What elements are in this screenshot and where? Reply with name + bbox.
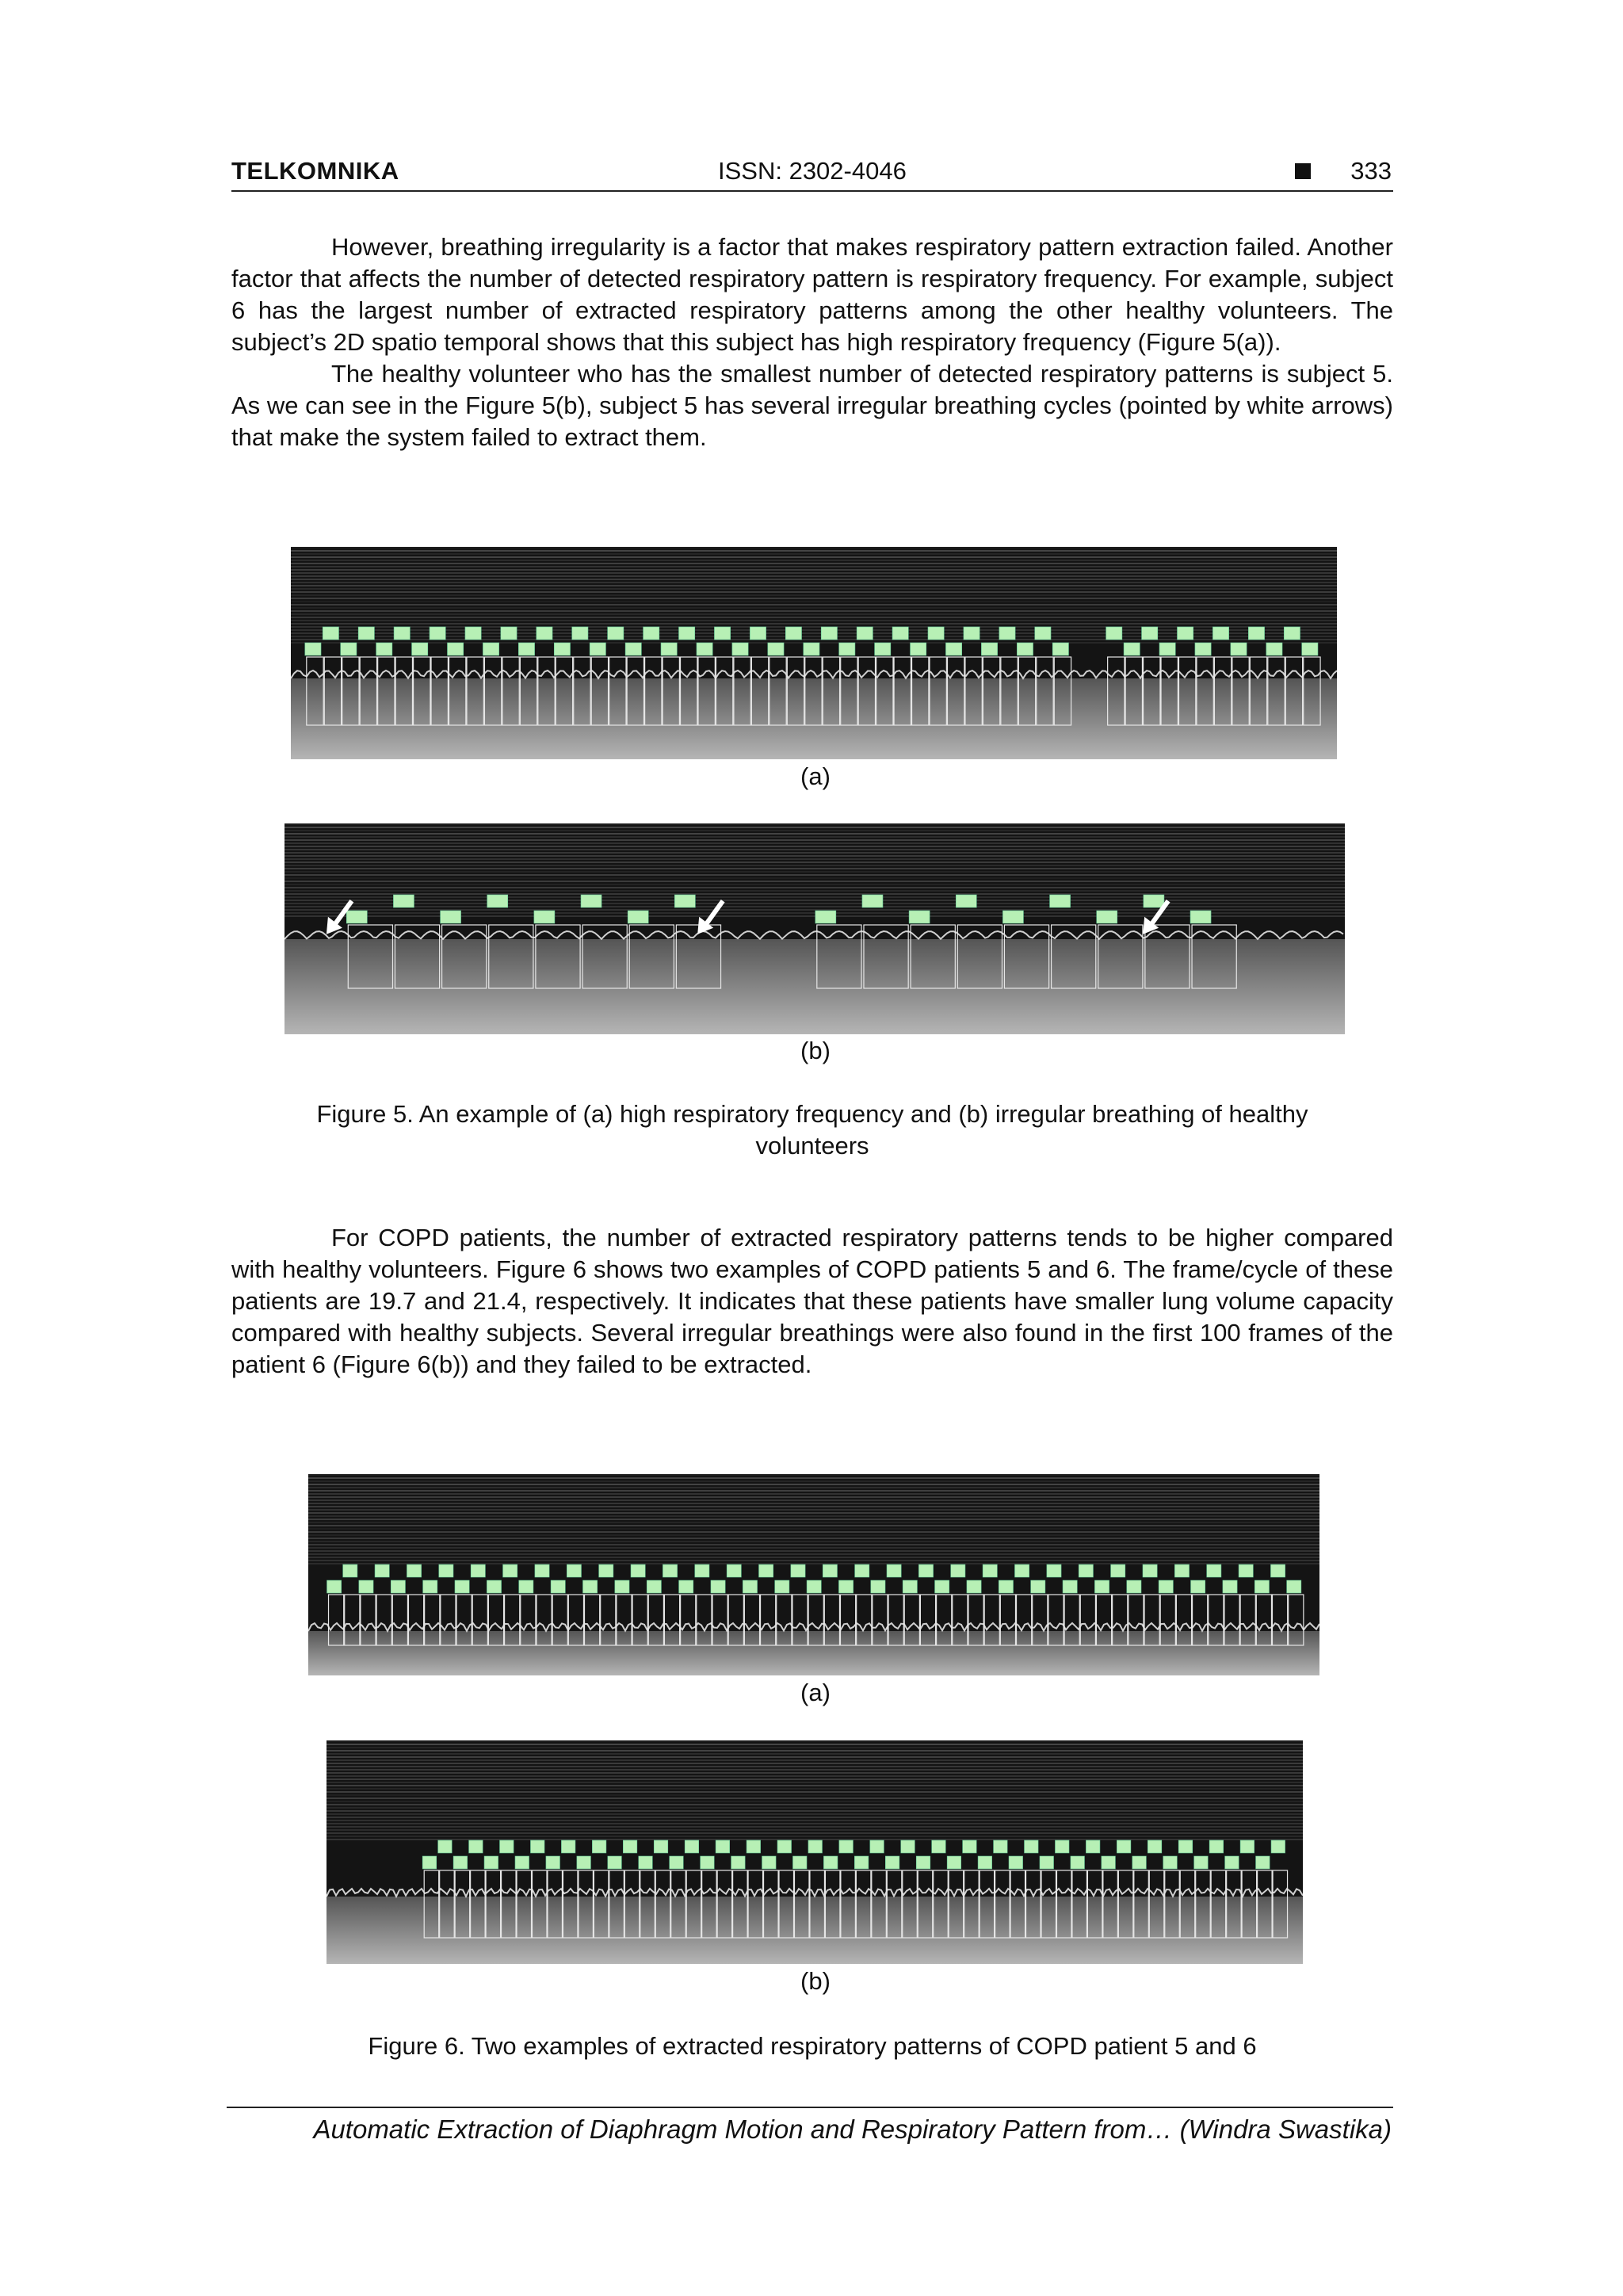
pattern-number-label bbox=[500, 1840, 514, 1853]
square-bullet-icon bbox=[1295, 163, 1311, 179]
pattern-number-label bbox=[483, 643, 498, 655]
pattern-number-label bbox=[1194, 1856, 1209, 1869]
pattern-number-label bbox=[643, 627, 659, 640]
pattern-number-label bbox=[775, 1580, 789, 1593]
pattern-number-label bbox=[394, 627, 410, 640]
pattern-number-label bbox=[854, 1856, 869, 1869]
pattern-number-label bbox=[551, 1580, 565, 1593]
pattern-number-label bbox=[999, 1580, 1013, 1593]
pattern-number-label bbox=[343, 1564, 357, 1577]
pattern-number-label bbox=[674, 895, 695, 907]
figure5-panel-a-label: (a) bbox=[800, 762, 831, 790]
pattern-number-label bbox=[978, 1856, 992, 1869]
pattern-number-label bbox=[791, 1564, 805, 1577]
pattern-number-label bbox=[1159, 643, 1175, 655]
pattern-number-label bbox=[546, 1856, 560, 1869]
pattern-number-label bbox=[625, 643, 641, 655]
pattern-number-label bbox=[1015, 1564, 1029, 1577]
pattern-number-label bbox=[663, 1564, 677, 1577]
figure5-caption-line: volunteers bbox=[755, 1132, 869, 1159]
pattern-number-label bbox=[1124, 643, 1140, 655]
pattern-number-label bbox=[469, 1840, 483, 1853]
pattern-number-label bbox=[679, 1580, 693, 1593]
pattern-number-label bbox=[670, 1856, 684, 1869]
pattern-number-label bbox=[430, 627, 445, 640]
pattern-number-label bbox=[951, 1564, 965, 1577]
pattern-number-label bbox=[412, 643, 428, 655]
pattern-number-label bbox=[1144, 895, 1164, 907]
spatio-temporal-image bbox=[327, 1740, 1303, 1964]
pattern-number-label bbox=[1256, 1856, 1270, 1869]
pattern-number-label bbox=[487, 1580, 501, 1593]
pattern-number-label bbox=[503, 1564, 517, 1577]
pattern-number-label bbox=[323, 627, 338, 640]
pattern-number-label bbox=[590, 643, 605, 655]
pattern-number-label bbox=[862, 895, 883, 907]
pattern-number-label bbox=[909, 911, 930, 923]
pattern-number-label bbox=[750, 627, 766, 640]
pattern-number-label bbox=[903, 1580, 917, 1593]
pattern-number-label bbox=[501, 627, 517, 640]
pattern-number-label bbox=[1143, 1564, 1157, 1577]
pattern-number-label bbox=[554, 643, 570, 655]
pattern-number-label bbox=[455, 1580, 469, 1593]
pattern-number-label bbox=[945, 643, 961, 655]
pattern-number-label bbox=[785, 627, 801, 640]
pattern-number-label bbox=[1111, 1564, 1125, 1577]
pattern-number-label bbox=[438, 1840, 453, 1853]
pattern-number-label bbox=[1270, 1564, 1285, 1577]
pattern-number-label bbox=[1142, 627, 1158, 640]
pattern-number-label bbox=[727, 1564, 741, 1577]
pattern-number-label bbox=[838, 1580, 853, 1593]
pattern-number-label bbox=[994, 1840, 1008, 1853]
text-block-top bbox=[231, 231, 1393, 453]
paragraph: The healthy volunteer who has the smallest number of detected respiratory patterns is subject 5. As we can see in the Figure 5(b), subject 5 has several irregular breathing cycles (pointed by white arrows) that make the system failed to extract them. bbox=[231, 360, 1393, 451]
pattern-number-label bbox=[1102, 1856, 1116, 1869]
pattern-number-label bbox=[441, 911, 461, 923]
spatio-temporal-image bbox=[291, 547, 1337, 759]
pattern-number-label bbox=[857, 627, 873, 640]
pattern-number-label bbox=[871, 1580, 885, 1593]
pattern-number-label bbox=[1035, 627, 1051, 640]
figure6-panel-b-image bbox=[327, 1740, 1303, 1964]
pattern-number-label bbox=[1031, 1580, 1045, 1593]
pattern-number-label bbox=[439, 1564, 453, 1577]
pattern-number-label bbox=[567, 1564, 581, 1577]
pattern-number-label bbox=[615, 1580, 629, 1593]
pattern-number-label bbox=[530, 1840, 544, 1853]
paragraph: However, breathing irregularity is a factor that makes respiratory pattern extraction failed. Another factor that affects the number of detected respiratory pattern is respiratory frequency. For example, subject 6 has the largest number of extracted respiratory patterns among the other healthy volunteers. The subject’s 2D spatio temporal shows that this subject has high respiratory frequency (Figure 5(a)). bbox=[231, 233, 1393, 356]
pattern-number-label bbox=[947, 1856, 961, 1869]
pattern-number-label bbox=[376, 643, 392, 655]
text-block-middle bbox=[231, 1222, 1393, 1381]
pattern-number-label bbox=[716, 1840, 730, 1853]
pattern-number-label bbox=[956, 895, 976, 907]
pattern-number-label bbox=[661, 643, 677, 655]
pattern-number-label bbox=[932, 1840, 946, 1853]
pattern-number-label bbox=[821, 627, 837, 640]
pattern-number-label bbox=[815, 911, 836, 923]
pattern-number-label bbox=[1055, 1840, 1069, 1853]
pattern-number-label bbox=[515, 1856, 529, 1869]
pattern-number-label bbox=[1284, 627, 1300, 640]
pattern-number-label bbox=[631, 1564, 645, 1577]
pattern-number-label bbox=[359, 1580, 373, 1593]
figure5-panel-b-image bbox=[285, 823, 1345, 1034]
pattern-number-label bbox=[1086, 1840, 1100, 1853]
pattern-number-label bbox=[747, 1840, 761, 1853]
figure6-panel-a-image bbox=[308, 1474, 1319, 1675]
pattern-number-label bbox=[792, 1856, 807, 1869]
pattern-number-label bbox=[901, 1840, 915, 1853]
pattern-number-label bbox=[1287, 1580, 1301, 1593]
pattern-number-label bbox=[892, 627, 908, 640]
pattern-number-label bbox=[963, 1840, 977, 1853]
pattern-number-label bbox=[422, 1856, 437, 1869]
pattern-number-label bbox=[1212, 627, 1228, 640]
pattern-number-label bbox=[807, 1580, 821, 1593]
pattern-number-label bbox=[608, 1856, 622, 1869]
pattern-number-label bbox=[577, 1856, 591, 1869]
figure6-caption: Figure 6. Two examples of extracted respiratory patterns of COPD patient 5 and 6 bbox=[368, 2032, 1257, 2060]
page-number: 333 bbox=[1350, 157, 1392, 185]
pattern-number-label bbox=[358, 627, 374, 640]
pattern-number-label bbox=[685, 1840, 699, 1853]
pattern-number-label bbox=[341, 643, 357, 655]
pattern-number-label bbox=[1240, 1840, 1254, 1853]
pattern-number-label bbox=[1094, 1580, 1109, 1593]
pattern-number-label bbox=[1195, 643, 1211, 655]
pattern-number-label bbox=[1207, 1564, 1221, 1577]
pattern-number-label bbox=[1163, 1856, 1178, 1869]
pattern-number-label bbox=[855, 1564, 869, 1577]
running-header bbox=[231, 154, 1393, 192]
pattern-number-label bbox=[887, 1564, 901, 1577]
figure5-caption-line: Figure 5. An example of (a) high respiratory frequency and (b) irregular breathing of healthy bbox=[316, 1100, 1308, 1128]
pattern-number-label bbox=[305, 643, 321, 655]
pattern-number-label bbox=[1190, 911, 1211, 923]
pattern-number-label bbox=[1063, 1580, 1077, 1593]
pattern-number-label bbox=[1225, 1856, 1239, 1869]
figure5-panel-b-label: (b) bbox=[800, 1037, 831, 1064]
pattern-number-label bbox=[999, 627, 1015, 640]
pattern-number-label bbox=[1047, 1564, 1061, 1577]
pattern-number-label bbox=[327, 1580, 342, 1593]
pattern-number-label bbox=[911, 643, 926, 655]
pattern-number-label bbox=[407, 1564, 421, 1577]
pattern-number-label bbox=[1079, 1564, 1093, 1577]
pattern-number-label bbox=[1302, 643, 1318, 655]
pattern-number-label bbox=[731, 1856, 746, 1869]
pattern-number-label bbox=[918, 1564, 933, 1577]
pattern-number-label bbox=[608, 627, 624, 640]
pattern-number-label bbox=[1132, 1856, 1147, 1869]
figure5-panel-a-image bbox=[291, 547, 1337, 759]
figure6-panel-a-label: (a) bbox=[800, 1679, 831, 1706]
pattern-number-label bbox=[1127, 1580, 1141, 1593]
pattern-number-label bbox=[1052, 643, 1068, 655]
pattern-number-label bbox=[1191, 1580, 1205, 1593]
pattern-number-label bbox=[1009, 1856, 1023, 1869]
pattern-number-label bbox=[839, 643, 855, 655]
pattern-number-label bbox=[1017, 643, 1033, 655]
footer-title: Automatic Extraction of Diaphragm Motion and Respiratory Pattern from… (Windra Swastika) bbox=[313, 2115, 1392, 2144]
pattern-number-label bbox=[967, 1580, 981, 1593]
journal-name: TELKOMNIKA bbox=[231, 157, 399, 185]
running-footer bbox=[227, 2107, 1393, 2156]
pattern-number-label bbox=[839, 1840, 854, 1853]
pattern-number-label bbox=[875, 643, 891, 655]
pattern-number-label bbox=[1040, 1856, 1054, 1869]
pattern-number-label bbox=[983, 1564, 997, 1577]
pattern-number-label bbox=[423, 1580, 437, 1593]
pattern-number-label bbox=[561, 1840, 575, 1853]
pattern-number-label bbox=[1177, 627, 1193, 640]
pattern-number-label bbox=[804, 643, 819, 655]
pattern-number-label bbox=[714, 627, 730, 640]
pattern-number-label bbox=[654, 1840, 668, 1853]
pattern-number-label bbox=[1239, 1564, 1253, 1577]
pattern-number-label bbox=[808, 1840, 823, 1853]
pattern-number-label bbox=[534, 911, 555, 923]
pattern-number-label bbox=[1209, 1840, 1224, 1853]
pattern-number-label bbox=[870, 1840, 884, 1853]
pattern-number-label bbox=[537, 627, 552, 640]
pattern-number-label bbox=[639, 1856, 653, 1869]
pattern-number-label bbox=[391, 1580, 405, 1593]
pattern-number-label bbox=[981, 643, 997, 655]
pattern-number-label bbox=[928, 627, 944, 640]
pattern-number-label bbox=[581, 895, 601, 907]
pattern-number-label bbox=[1174, 1564, 1189, 1577]
pattern-number-label bbox=[484, 1856, 498, 1869]
pattern-number-label bbox=[1266, 643, 1282, 655]
pattern-number-label bbox=[695, 1564, 709, 1577]
pattern-number-label bbox=[647, 1580, 661, 1593]
spatio-temporal-image bbox=[308, 1474, 1319, 1675]
figure5-caption bbox=[231, 1098, 1393, 1162]
pattern-number-label bbox=[592, 1840, 606, 1853]
pattern-number-label bbox=[1159, 1580, 1173, 1593]
pattern-number-label bbox=[519, 1580, 533, 1593]
paragraph: For COPD patients, the number of extracted respiratory patterns tends to be higher compared with healthy volunteers. Figure 6 shows two examples of COPD patients 5 and 6. The frame/cycle of these patients are 19.7 and 21.4, respectively. It indicates that these patients have smaller lung volume capacity compared with healthy subjects. Several irregular breathings were also found in the first 100 frames of the patient 6 (Figure 6(b)) and they failed to be extracted. bbox=[231, 1224, 1393, 1378]
pattern-number-label bbox=[697, 643, 712, 655]
pattern-number-label bbox=[1271, 1840, 1285, 1853]
pattern-number-label bbox=[762, 1856, 777, 1869]
figure6-panel-b-label: (b) bbox=[800, 1967, 831, 1995]
pattern-number-label bbox=[964, 627, 980, 640]
pattern-number-label bbox=[777, 1840, 792, 1853]
pattern-number-label bbox=[1223, 1580, 1237, 1593]
pattern-number-label bbox=[487, 895, 508, 907]
pattern-number-label bbox=[448, 643, 464, 655]
pattern-number-label bbox=[1231, 643, 1247, 655]
pattern-number-label bbox=[768, 643, 784, 655]
spatio-temporal-image bbox=[285, 823, 1345, 1034]
pattern-number-label bbox=[711, 1580, 725, 1593]
pattern-number-label bbox=[1097, 911, 1117, 923]
pattern-number-label bbox=[1071, 1856, 1085, 1869]
pattern-number-label bbox=[623, 1840, 637, 1853]
pattern-number-label bbox=[1106, 627, 1122, 640]
pattern-number-label bbox=[1002, 911, 1023, 923]
pattern-number-label bbox=[375, 1564, 389, 1577]
pattern-number-label bbox=[885, 1856, 899, 1869]
pattern-number-label bbox=[916, 1856, 930, 1869]
pattern-number-label bbox=[732, 643, 748, 655]
pattern-number-label bbox=[599, 1564, 613, 1577]
pattern-number-label bbox=[518, 643, 534, 655]
pattern-number-label bbox=[1254, 1580, 1269, 1593]
pattern-number-label bbox=[1248, 627, 1264, 640]
pattern-number-label bbox=[535, 1564, 549, 1577]
pattern-number-label bbox=[823, 1564, 837, 1577]
issn: ISSN: 2302-4046 bbox=[718, 157, 907, 185]
pattern-number-label bbox=[759, 1564, 773, 1577]
pattern-number-label bbox=[628, 911, 648, 923]
pattern-number-label bbox=[1025, 1840, 1039, 1853]
pattern-number-label bbox=[1117, 1840, 1131, 1853]
pattern-number-label bbox=[1050, 895, 1071, 907]
pattern-number-label bbox=[935, 1580, 949, 1593]
pattern-number-label bbox=[823, 1856, 838, 1869]
pattern-number-label bbox=[582, 1580, 597, 1593]
pattern-number-label bbox=[1178, 1840, 1193, 1853]
pattern-number-label bbox=[393, 895, 414, 907]
pattern-number-label bbox=[453, 1856, 468, 1869]
pattern-number-label bbox=[346, 911, 367, 923]
pattern-number-label bbox=[743, 1580, 757, 1593]
pattern-number-label bbox=[701, 1856, 715, 1869]
pattern-number-label bbox=[465, 627, 481, 640]
pattern-number-label bbox=[1148, 1840, 1162, 1853]
pattern-number-label bbox=[471, 1564, 485, 1577]
pattern-number-label bbox=[679, 627, 695, 640]
pattern-number-label bbox=[572, 627, 588, 640]
